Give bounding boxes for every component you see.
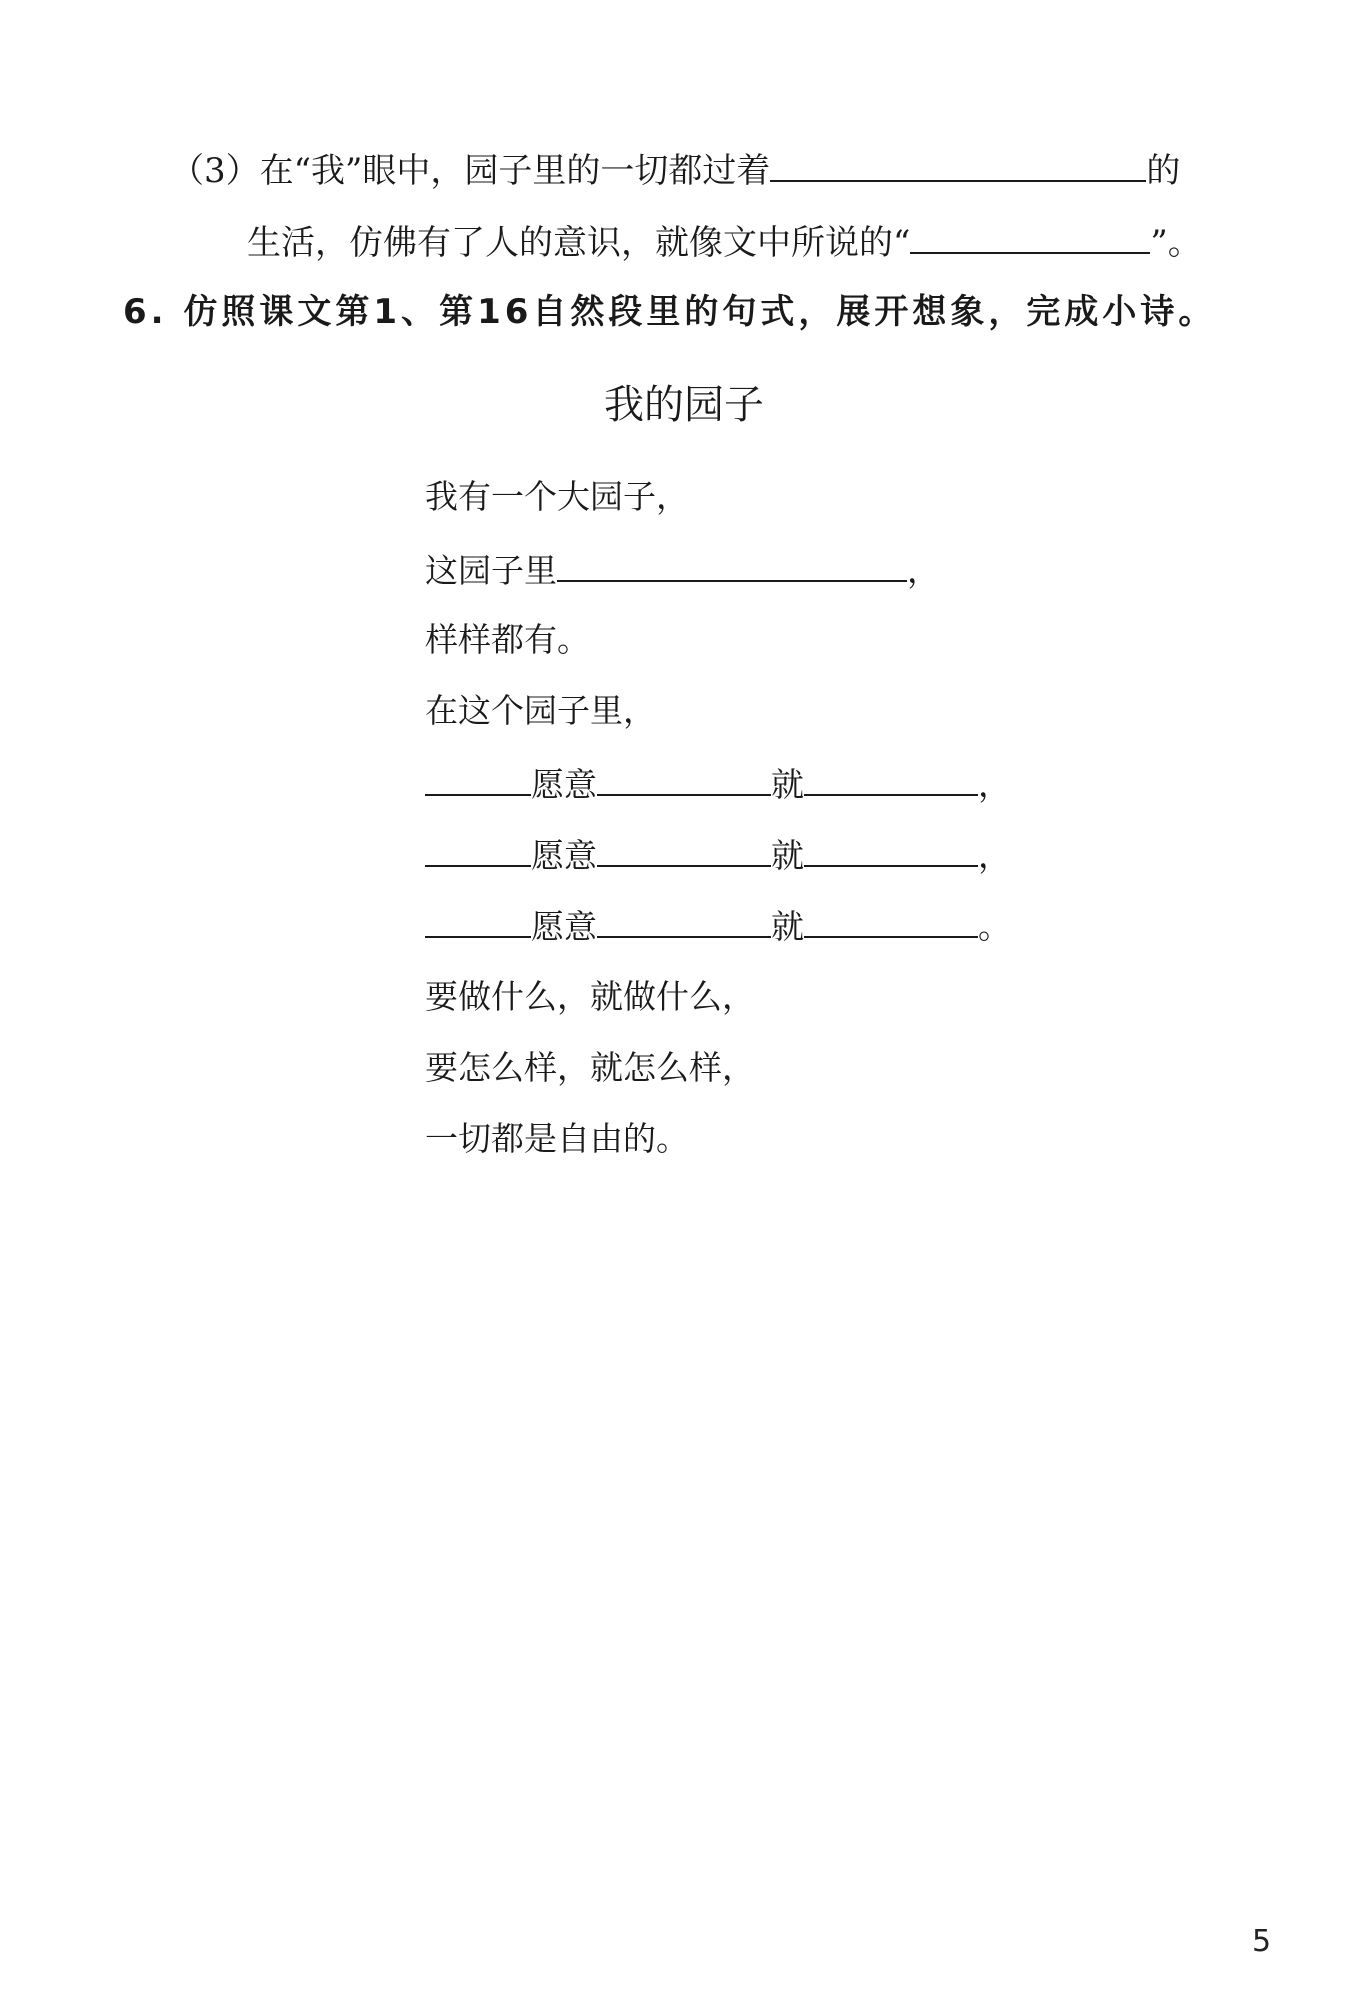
word-yuanyi: 愿意 — [531, 907, 597, 946]
answer-blank-life[interactable] — [770, 146, 1146, 182]
poem-line-9: 要怎么样，就怎么样， — [425, 1048, 755, 1087]
line-end-punct: ， — [978, 765, 1011, 804]
poem-fill-line-1 — [425, 760, 1011, 808]
answer-blank-wish-3[interactable] — [597, 902, 771, 938]
poem-line-4: 在这个园子里， — [425, 691, 656, 730]
answer-blank-garden-contents[interactable] — [557, 546, 907, 582]
word-yuanyi: 愿意 — [531, 836, 597, 875]
poem-line-3: 样样都有。 — [425, 620, 590, 659]
word-yuanyi: 愿意 — [531, 765, 597, 804]
word-jiu: 就 — [771, 836, 804, 875]
answer-blank-subject-1[interactable] — [425, 760, 531, 796]
answer-blank-action-2[interactable] — [804, 831, 978, 867]
question-3-text-c: 生活，仿佛有了人的意识，就像文中所说的“ — [247, 223, 911, 263]
poem-fill-line-3 — [425, 902, 1011, 950]
question-3-text-d: ”。 — [1150, 223, 1202, 263]
answer-blank-quote[interactable] — [910, 218, 1150, 254]
answer-blank-subject-3[interactable] — [425, 902, 531, 938]
poem-line-10: 一切都是自由的。 — [425, 1119, 689, 1158]
question-3-text-a: （3）在“我”眼中，园子里的一切都过着 — [170, 151, 771, 191]
page-number: 5 — [1252, 1924, 1272, 1959]
question-3-line1 — [170, 146, 1180, 195]
poem-line-2-text: 这园子里 — [425, 551, 557, 590]
poem-title: 我的园子 — [604, 382, 764, 428]
poem-line-2-end: ， — [907, 551, 940, 590]
word-jiu: 就 — [771, 907, 804, 946]
poem-line-8: 要做什么，就做什么， — [425, 977, 755, 1016]
answer-blank-wish-1[interactable] — [597, 760, 771, 796]
question-3-line2 — [247, 218, 1202, 267]
question-6 — [123, 288, 1216, 336]
word-jiu: 就 — [771, 765, 804, 804]
question-6-text: 仿照课文第1、第16自然段里的句式，展开想象，完成小诗。 — [183, 292, 1217, 332]
answer-blank-subject-2[interactable] — [425, 831, 531, 867]
answer-blank-wish-2[interactable] — [597, 831, 771, 867]
line-end-punct: 。 — [978, 907, 1011, 946]
poem-fill-line-2 — [425, 831, 1011, 879]
question-6-number: 6. — [123, 292, 168, 332]
poem-line-2 — [425, 546, 940, 594]
line-end-punct: ， — [978, 836, 1011, 875]
poem-line-1: 我有一个大园子， — [425, 477, 689, 516]
question-3-text-b: 的 — [1146, 151, 1181, 191]
answer-blank-action-3[interactable] — [804, 902, 978, 938]
answer-blank-action-1[interactable] — [804, 760, 978, 796]
